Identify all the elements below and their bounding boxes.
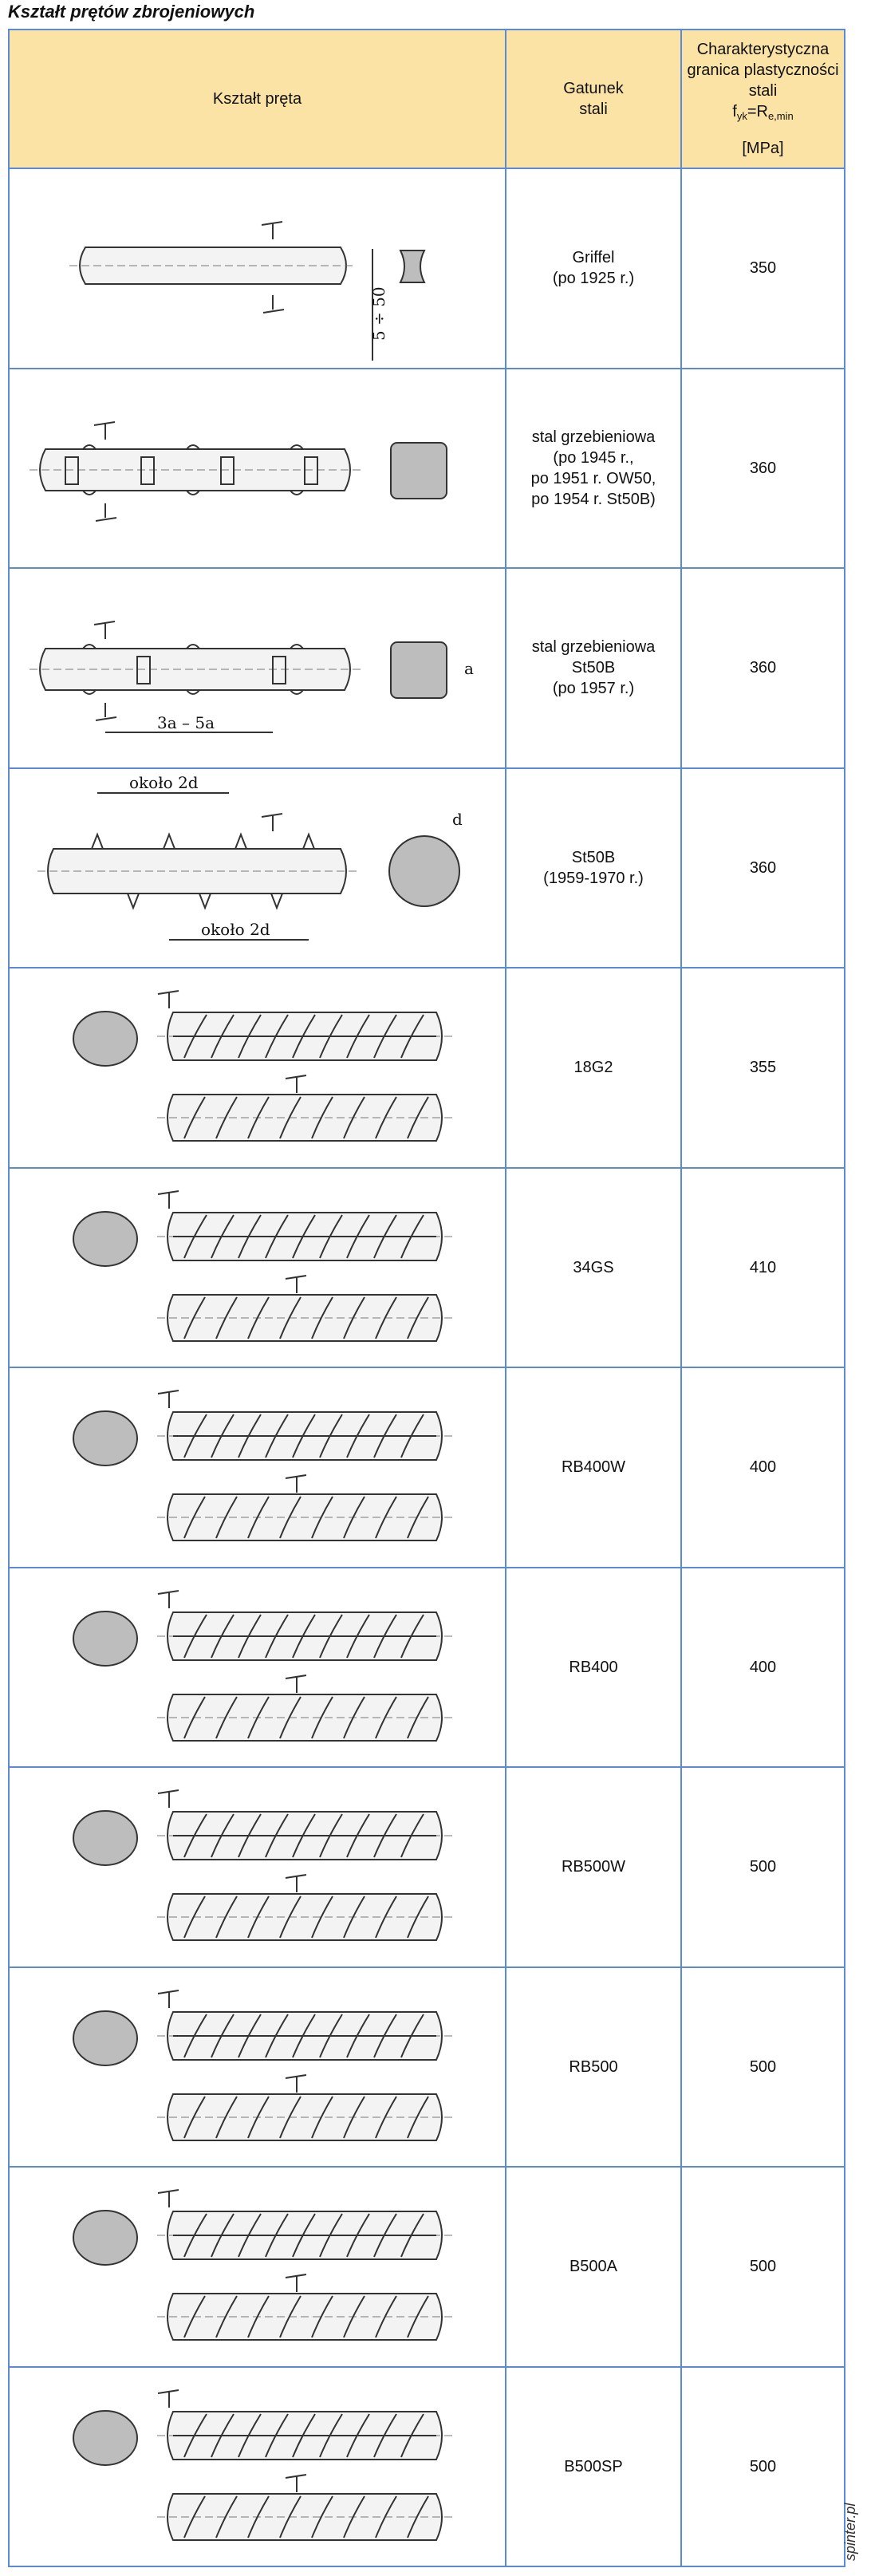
shape-cell	[9, 1367, 506, 1568]
grade-cell	[506, 968, 681, 1168]
shape-cell	[9, 2367, 506, 2567]
rebar-drawing	[10, 569, 506, 767]
section-mark	[262, 814, 282, 831]
table-row	[9, 1367, 845, 1568]
symbol-r-sub: e,min	[767, 110, 794, 122]
grade-cell	[506, 1568, 681, 1768]
dim-label-spacing: 3a – 5a	[157, 713, 215, 733]
grade-name: stal grzebieniowa (po 1945 r., po 1951 r. OW50, po 1954 r. St50B)	[530, 428, 656, 508]
section-mark	[286, 1276, 306, 1293]
section-mark	[94, 621, 115, 639]
yield-strength-cell: 400	[681, 1367, 845, 1568]
header-row	[9, 30, 845, 168]
shape-cell	[9, 968, 506, 1168]
rib	[199, 894, 211, 908]
section-mark	[263, 295, 284, 313]
table-row	[9, 2367, 845, 2567]
section-mark	[158, 2190, 179, 2207]
section-mark	[158, 1790, 179, 1808]
dim-label-spacing: 5 ÷ 50	[369, 286, 388, 341]
grade-name: B500SP	[564, 2457, 623, 2475]
table-row	[9, 1967, 845, 2168]
symbol-f: f	[732, 103, 737, 120]
symbol-eq: =R	[747, 103, 768, 120]
table-row	[9, 168, 845, 369]
table-row	[9, 968, 845, 1168]
bar-body	[40, 649, 350, 690]
yield-strength-cell: 500	[681, 1767, 845, 1967]
grade-cell	[506, 2167, 681, 2367]
section-mark	[96, 503, 116, 521]
dim-label-okolo-top: około 2d	[129, 772, 199, 792]
yield-strength-cell: 350	[681, 168, 845, 369]
rib	[164, 834, 175, 849]
shape-cell	[9, 2167, 506, 2367]
yield-strength-cell: 500	[681, 1967, 845, 2168]
grade-name: 34GS	[573, 1258, 614, 1276]
grade-name: RB400W	[561, 1458, 626, 1477]
rebar-drawing	[10, 1368, 506, 1566]
section-mark	[94, 422, 115, 440]
dim-label-a: a	[464, 659, 474, 679]
grade-name: 18G2	[573, 1059, 613, 1077]
table-row	[9, 369, 845, 569]
section-mark	[158, 991, 179, 1008]
grade-name: RB400	[569, 1658, 618, 1676]
grade-name: Griffel (po 1925 r.)	[552, 249, 635, 288]
grade-cell	[506, 369, 681, 569]
shape-cell	[9, 1568, 506, 1768]
yield-strength-cell: 355	[681, 968, 845, 1168]
shape-cell	[9, 568, 506, 768]
shape-cell	[9, 1967, 506, 2168]
rebar-drawing	[10, 769, 506, 967]
cross-section	[400, 250, 424, 282]
table-row	[9, 1168, 845, 1368]
grade-name: St50B (1959-1970 r.)	[543, 848, 644, 887]
grade-cell	[506, 2367, 681, 2567]
bar-body	[40, 449, 350, 491]
section-mark	[158, 1391, 179, 1408]
cross-section	[73, 1811, 137, 1865]
rebar-drawing	[10, 1768, 506, 1966]
rib	[92, 834, 103, 849]
grade-cell	[506, 1367, 681, 1568]
grade-cell	[506, 1967, 681, 2168]
table-row	[9, 768, 845, 968]
symbol-f-sub: yk	[736, 110, 747, 122]
header-yield	[681, 30, 845, 168]
section-mark	[96, 703, 116, 720]
yield-strength-cell: 500	[681, 2167, 845, 2367]
cross-section	[73, 1411, 137, 1466]
rib	[271, 894, 282, 908]
header-yield-symbol	[732, 103, 793, 120]
section-mark	[158, 1591, 179, 1608]
rebar-drawing	[10, 369, 506, 567]
yield-strength-cell: 500	[681, 2367, 845, 2567]
grade-cell	[506, 1168, 681, 1368]
cross-section	[73, 1012, 137, 1066]
rebar-shapes-table	[8, 29, 845, 2567]
rebar-drawing	[10, 1568, 506, 1766]
header-unit: [MPa]	[742, 140, 784, 157]
table-row	[9, 2167, 845, 2367]
grade-cell	[506, 768, 681, 968]
section-mark	[158, 1990, 179, 2008]
section-mark	[286, 1675, 306, 1693]
section-mark	[286, 2075, 306, 2093]
yield-strength-cell: 360	[681, 768, 845, 968]
rebar-drawing	[10, 2368, 506, 2566]
header-yield-text: Charakterystyczna granica plastyczności stali	[687, 41, 839, 100]
yield-strength-cell: 410	[681, 1168, 845, 1368]
grade-cell	[506, 568, 681, 768]
rebar-drawing	[10, 169, 506, 367]
section-mark	[286, 1475, 306, 1493]
header-grade-text: Gatunek stali	[563, 80, 624, 118]
section-mark	[286, 2274, 306, 2292]
grade-cell	[506, 1767, 681, 1967]
cross-section	[73, 1212, 137, 1266]
rebar-drawing	[10, 2168, 506, 2365]
cross-section	[73, 2011, 137, 2065]
section-mark	[286, 1075, 306, 1093]
cross-section	[73, 1611, 137, 1666]
cross-section	[73, 2211, 137, 2265]
shape-cell	[9, 369, 506, 569]
grade-name: RB500	[569, 2057, 618, 2076]
shape-cell	[9, 1168, 506, 1368]
section-mark	[286, 2475, 306, 2492]
section-mark	[158, 2390, 179, 2408]
watermark: spinter.pl	[842, 2503, 858, 2561]
section-mark	[286, 1875, 306, 1892]
rebar-drawing	[10, 1169, 506, 1367]
cross-section	[389, 836, 459, 906]
section-mark	[262, 222, 282, 239]
shape-cell	[9, 168, 506, 369]
rebar-drawing	[10, 968, 506, 1166]
dim-label-okolo-bottom: około 2d	[201, 919, 270, 939]
rib	[128, 894, 139, 908]
header-grade	[506, 30, 681, 168]
header-shape: Kształt pręta	[9, 30, 506, 168]
table-row	[9, 1568, 845, 1768]
yield-strength-cell: 400	[681, 1568, 845, 1768]
document-title: Kształt prętów zbrojeniowych	[8, 2, 255, 22]
yield-strength-cell: 360	[681, 369, 845, 569]
cross-section	[391, 443, 447, 499]
grade-name: stal grzebieniowa St50B (po 1957 r.)	[531, 638, 656, 698]
cross-section	[391, 642, 447, 698]
shape-cell	[9, 768, 506, 968]
rebar-drawing	[10, 1968, 506, 2166]
grade-name: B500A	[569, 2258, 618, 2276]
grade-cell	[506, 168, 681, 369]
rib	[235, 834, 246, 849]
rib	[303, 834, 314, 849]
section-mark	[158, 1191, 179, 1209]
table-row	[9, 568, 845, 768]
dim-label-d: d	[452, 809, 463, 829]
yield-strength-cell: 360	[681, 568, 845, 768]
shape-cell	[9, 1767, 506, 1967]
cross-section	[73, 2411, 137, 2465]
grade-name: RB500W	[561, 1858, 626, 1876]
table-row	[9, 1767, 845, 1967]
